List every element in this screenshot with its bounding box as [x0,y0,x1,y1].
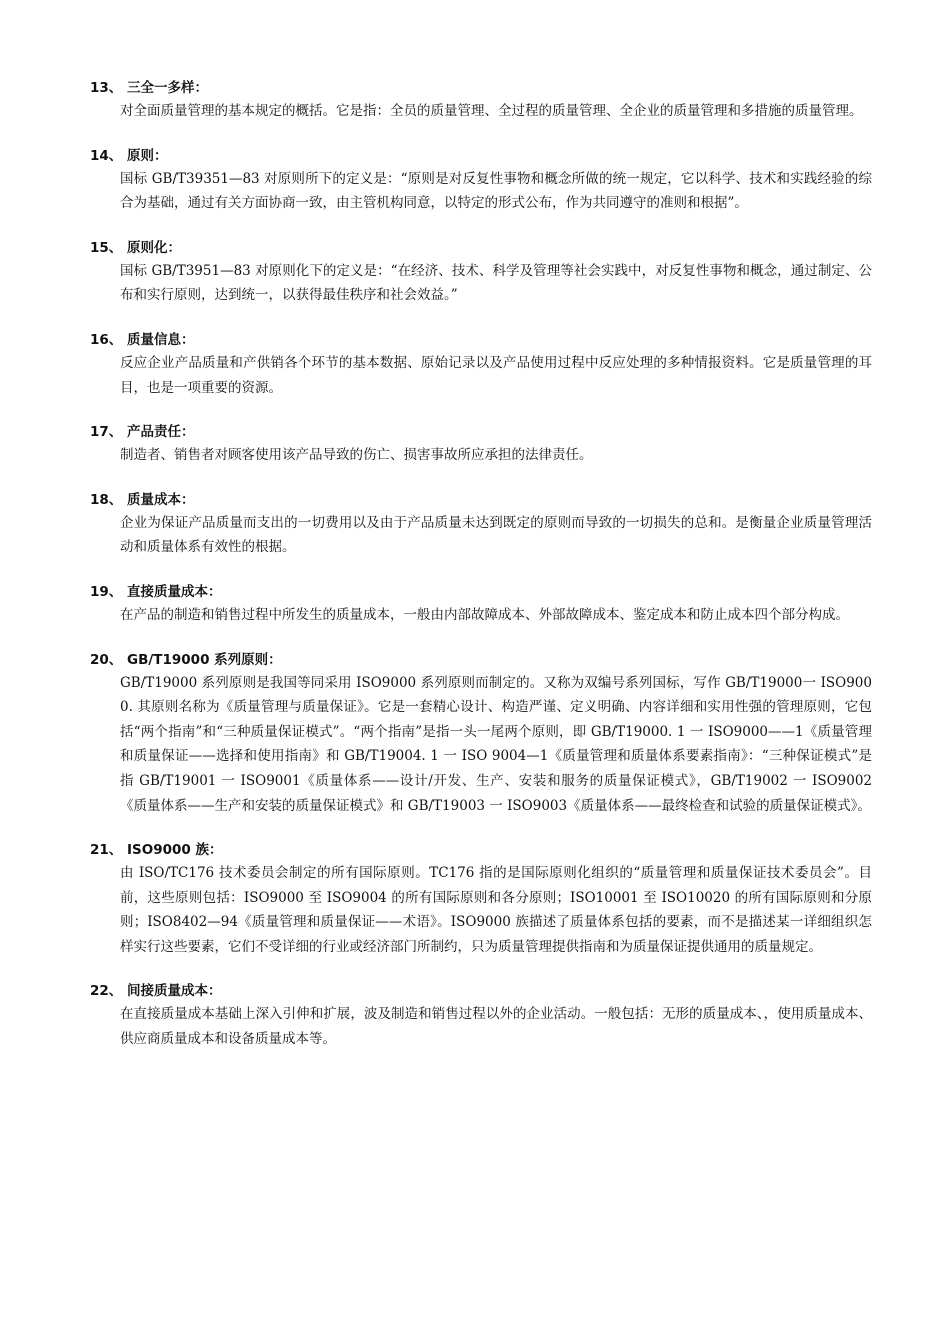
entry-title: 17、 产品责任： [90,424,195,441]
entry-title: 22、 间接质量成本： [90,983,222,1000]
entry-title: 16、 质量信息： [90,331,195,348]
entry-title: 21、 ISO9000 族： [90,842,223,859]
entry-14 [90,146,872,216]
entry-body: 国标 GB/T3951—83 对原则化下的定义是：“在经济、技术、科学及管理等社会实践中，对反复性事物和概念，通过制定、公布和实行原则，达到统一，以获得最佳秩序和社会效益。” [120,262,872,304]
entry-19 [90,582,872,628]
entry-16 [90,330,872,400]
entry-body: 反应企业产品质量和产供销各个环节的基本数据、原始记录以及产品使用过程中反应处理的多种情报资料。它是质量管理的耳目，也是一项重要的资源。 [120,354,872,396]
entry-body: 由 ISO/TC176 技术委员会制定的所有国际原则。TC176 指的是国际原则化组织的“质量管理和质量保证技术委员会”。目前，这些原则包括：ISO9000 至 ISO9004 的所有国际原则和各分原则；ISO10001 至 ISO10020 的所有国际原则和分原则；ISO8402—94《质量管理和质量保证——术语》。ISO9000 族描述了质量体系包括的要素，而不是描述某一详细组织怎样实行这些要素，它们不受详细的行业或经济部门所制约，只为质量管理提供指南和为质量保证提供通用的质量规定。 [120,865,872,955]
entry-title: 13、 三全一多样： [90,80,208,96]
entry-title: 20、 GB/T19000 系列原则： [90,651,282,668]
entry-title: 18、 质量成本： [90,491,195,508]
entry-body: GB/T19000 系列原则是我国等同采用 ISO9000 系列原则而制定的。又称为双编号系列国标，写作 GB/T19000一 ISO9000. 其原则名称为《质量管理与质量保证》。它是一套精心设计、构造严谨、定义明确、内容详细和实用性强的管理原则，它包括“两个指南”和“三种质量保证模式”。“两个指南”是指一头一尾两个原则，即 GB/T19000. 1 一 ISO9000——1《质量管理和质量保证——选择和使用指南》和 GB/T19004. 1 一 ISO 9004—1《质量管理和质量体系要素指南》：“三种保证模式”是指 GB/T19001 一 ISO9001《质量体系——设计/开发、生产、安装和服务的质量保证模式》，GB/T19002 一 ISO9002《质量体系——生产和安装的质量保证模式》和 GB/T19003 一 ISO9003《质量体系——最终检查和试验的质量保证模式》。 [120,674,872,814]
entry-13 [90,78,872,124]
entry-body: 企业为保证产品质量而支出的一切费用以及由于产品质量未达到既定的原则而导致的一切损失的总和。是衡量企业质量管理活动和质量体系有效性的根据。 [120,514,872,556]
entry-body: 在产品的制造和销售过程中所发生的质量成本，一般由内部故障成本、外部故障成本、鉴定成本和防止成本四个部分构成。 [120,606,849,623]
entry-15 [90,238,872,308]
entry-title: 19、 直接质量成本： [90,583,222,600]
entry-body: 国标 GB/T39351—83 对原则所下的定义是：“原则是对反复性事物和概念所做的统一规定，它以科学、技术和实践经验的综合为基础，通过有关方面协商一致，由主管机构同意，以特定的形式公布，作为共同遵守的准则和根据”。 [120,170,872,212]
entry-title: 14、 原则： [90,147,168,164]
entry-title: 15、 原则化： [90,239,181,256]
document-page [90,78,872,1074]
entry-21 [90,840,872,959]
entry-body: 制造者、销售者对顾客使用该产品导致的伤亡、损害事故所应承担的法律责任。 [120,447,593,464]
entry-body: 对全面质量管理的基本规定的概括。它是指：全员的质量管理、全过程的质量管理、全企业的质量管理和多措施的质量管理。 [120,103,863,119]
entry-22 [90,981,872,1051]
entry-18 [90,490,872,560]
entry-17 [90,422,872,468]
entry-20 [90,650,872,819]
entry-body: 在直接质量成本基础上深入引伸和扩展，波及制造和销售过程以外的企业活动。一般包括：无形的质量成本、，使用质量成本、供应商质量成本和设备质量成本等。 [120,1006,872,1048]
